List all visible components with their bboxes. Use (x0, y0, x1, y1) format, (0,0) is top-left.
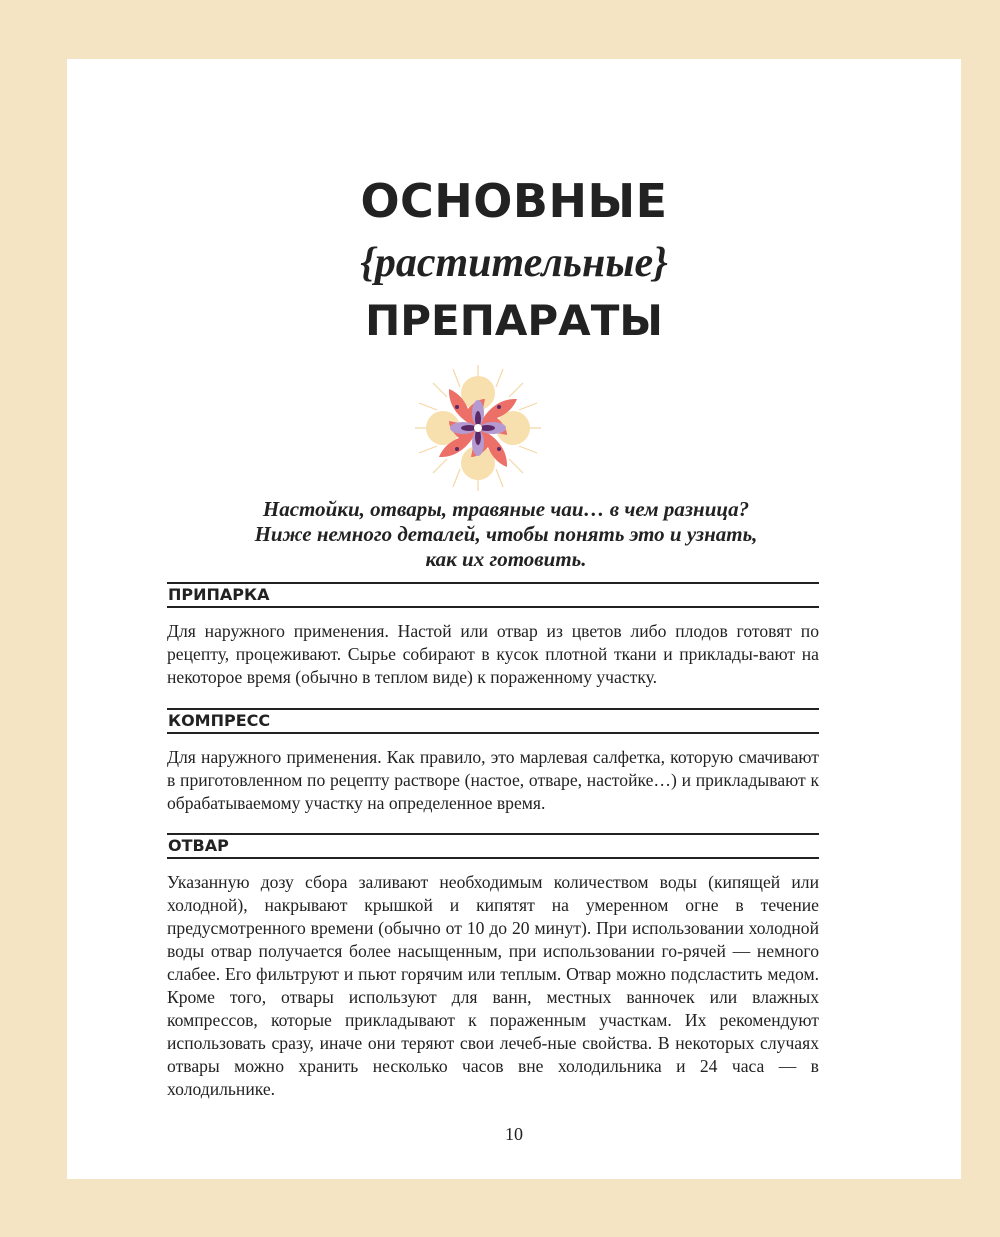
section-heading: КОМПРЕСС (167, 708, 819, 734)
section-heading: ОТВАР (167, 833, 819, 859)
page (67, 59, 961, 1179)
page-number: 10 (505, 1124, 523, 1144)
intro-line-3: как их готовить. (425, 547, 587, 571)
flower-ornament-icon (413, 363, 543, 493)
title-line-3: ПРЕПАРАТЫ (365, 296, 663, 345)
intro-line-2: Ниже немного деталей, чтобы понять это и узнать, (254, 522, 758, 546)
title-line-2: {растительные} (360, 240, 668, 286)
section-heading: ПРИПАРКА (167, 582, 819, 608)
section-otvar (167, 833, 819, 1101)
intro-text (161, 497, 851, 572)
section-text: Для наружного применения. Как правило, это марлевая салфетка, которую смачивают в приготовленном по рецепту растворе (настое, отваре, настойке…) и прикладывают к обрабатываемому участку на определенное время. (167, 747, 819, 813)
section-pripark (167, 582, 819, 689)
section-text: Для наружного применения. Настой или отвар из цветов либо плодов готовят по рецепту, процеживают. Сырье собирают в кусок плотной ткани и приклады-вают на некоторое время (обычно в теплом виде) к пораженному участку. (167, 621, 819, 687)
intro-line-1: Настойки, отвары, травяные чаи… в чем разница? (262, 497, 750, 521)
title-line-1: ОСНОВНЫЕ (360, 174, 668, 228)
section-text: Указанную дозу сбора заливают необходимым количеством воды (кипящей или холодной), накрывают крышкой и кипятят на умеренном огне в течение предусмотренного времени (обычно от 10 до 20 минут). При использовании холодной воды отвар получается более насыщенным, при использовании го-рячей — немного слабее. Его фильтруют и пьют горячим или теплым. Отвар можно подсластить медом. Кроме того, отвары используют для ванн, местных ванночек или влажных компрессов, которые прикладывают к пораженным участкам. Их рекомендуют использовать сразу, иначе они теряют свои лечеб-ные свойства. В некоторых случаях отвары можно хранить несколько часов вне холодильника и 24 часа — в холодильнике. (167, 872, 819, 1099)
section-kompress (167, 708, 819, 815)
